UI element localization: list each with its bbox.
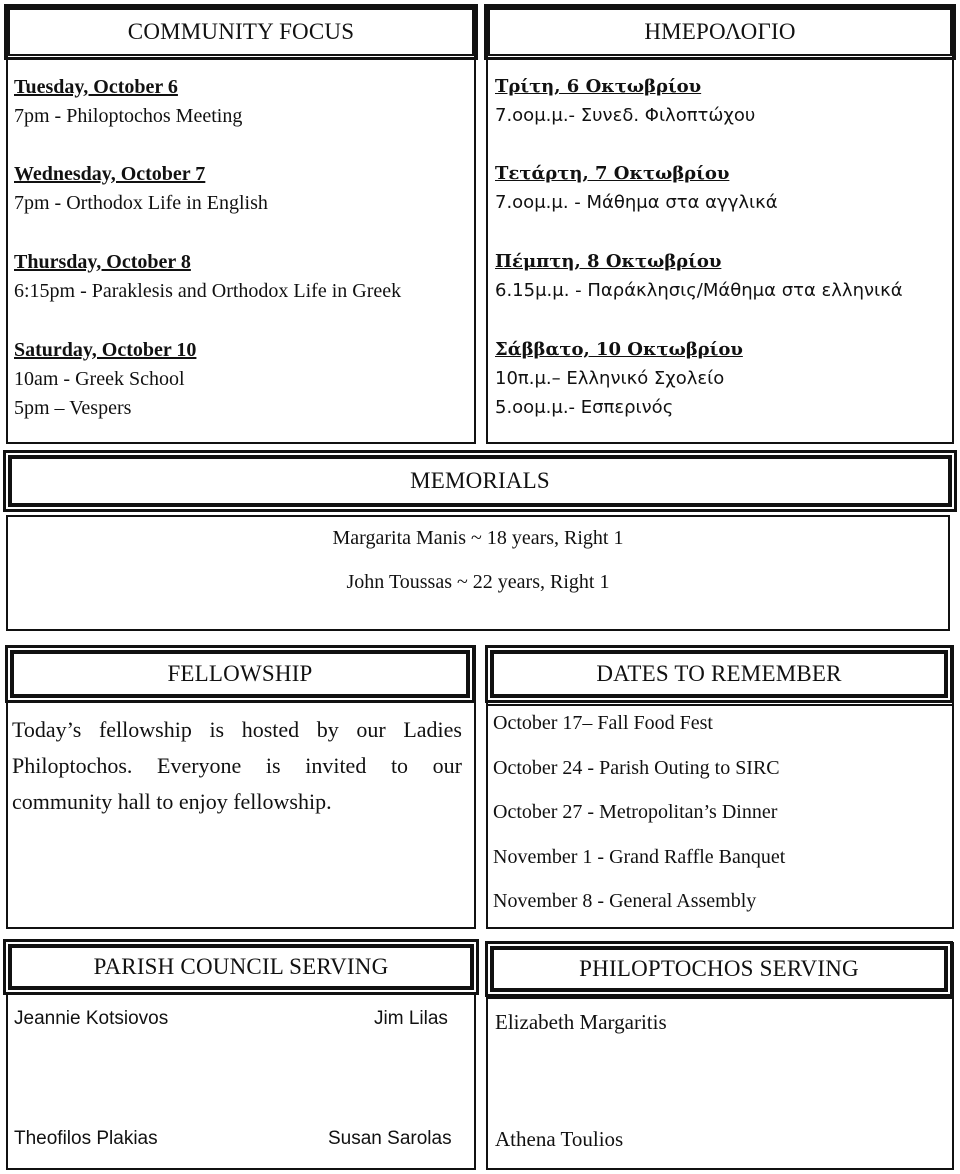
philoptochos-header — [490, 946, 948, 992]
event-item: 5pm – Vespers — [14, 397, 132, 419]
event-day: Thursday, October 8 — [14, 251, 191, 273]
dates-divider — [486, 704, 954, 706]
date-item: October 27 - Metropolitan’s Dinner — [493, 801, 778, 823]
date-item: October 24 - Parish Outing to SIRC — [493, 757, 780, 779]
community-focus-header — [8, 8, 474, 56]
philoptochos-member: Athena Toulios — [495, 1127, 624, 1151]
greek-calendar-header — [488, 8, 952, 56]
memorial-entry: Margarita Manis ~ 18 years, Right 1 — [332, 527, 624, 549]
date-item: November 1 - Grand Raffle Banquet — [493, 846, 786, 868]
philoptochos-member: Elizabeth Margaritis — [495, 1010, 667, 1034]
memorials-header — [8, 455, 952, 507]
event-day: Πέμπτη, 8 Οκτωβρίου — [495, 251, 722, 272]
event-item: 10am - Greek School — [14, 368, 185, 390]
council-member: Susan Sarolas — [328, 1128, 452, 1149]
event-day: Wednesday, October 7 — [14, 163, 206, 185]
dates-header — [490, 650, 948, 698]
philoptochos-title: PHILOPTOCHOS SERVING — [579, 956, 859, 981]
council-member: Jeannie Kotsiovos — [14, 1008, 169, 1029]
event-day: Τετάρτη, 7 Οκτωβρίου — [495, 163, 730, 184]
event-item: 7.οομ.μ.- Συνεδ. Φιλοπτώχου — [495, 105, 756, 126]
event-item: 7.οομ.μ. - Μάθημα στα αγγλικά — [495, 192, 778, 213]
fellowship-title: FELLOWSHIP — [167, 661, 313, 686]
date-item: November 8 - General Assembly — [493, 890, 757, 912]
fellowship-header — [10, 650, 470, 698]
date-item: October 17– Fall Food Fest — [493, 712, 713, 734]
fellowship-text: Today’s fellowship is hosted by our Ladies Philoptochos. Everyone is invited to our community hall to enjoy fellowship. — [12, 717, 462, 814]
community-focus-title: COMMUNITY FOCUS — [127, 19, 355, 44]
memorials-panel — [6, 515, 950, 631]
event-item: 5.οομ.μ.- Εσπερινός — [495, 397, 674, 418]
event-item: 10π.μ.– Ελληνικό Σχολείο — [495, 368, 725, 389]
memorial-entry: John Toussas ~ 22 years, Right 1 — [346, 571, 610, 593]
event-item: 6.15μ.μ. - Παράκλησις/Μάθημα στα ελληνικά — [495, 280, 903, 301]
event-day: Σάββατο, 10 Οκτωβρίου — [495, 339, 743, 360]
dates-title: DATES TO REMEMBER — [596, 661, 842, 686]
greek-calendar-title: ΗΜΕΡΟΛΟΓΙΟ — [644, 19, 796, 44]
council-member: Jim Lilas — [374, 1008, 448, 1029]
event-day: Tuesday, October 6 — [14, 76, 178, 98]
parish-council-title: PARISH COUNCIL SERVING — [93, 954, 389, 979]
event-item: 6:15pm - Paraklesis and Orthodox Life in Greek — [14, 280, 402, 302]
event-day: Saturday, October 10 — [14, 339, 197, 361]
parish-council-header — [8, 944, 474, 990]
council-member: Theofilos Plakias — [14, 1128, 158, 1149]
event-item: 7pm - Orthodox Life in English — [14, 192, 268, 214]
philoptochos-divider — [486, 997, 954, 999]
event-day: Τρίτη, 6 Οκτωβρίου — [495, 76, 702, 97]
event-item: 7pm - Philoptochos Meeting — [14, 105, 243, 127]
memorials-title: MEMORIALS — [410, 468, 550, 493]
